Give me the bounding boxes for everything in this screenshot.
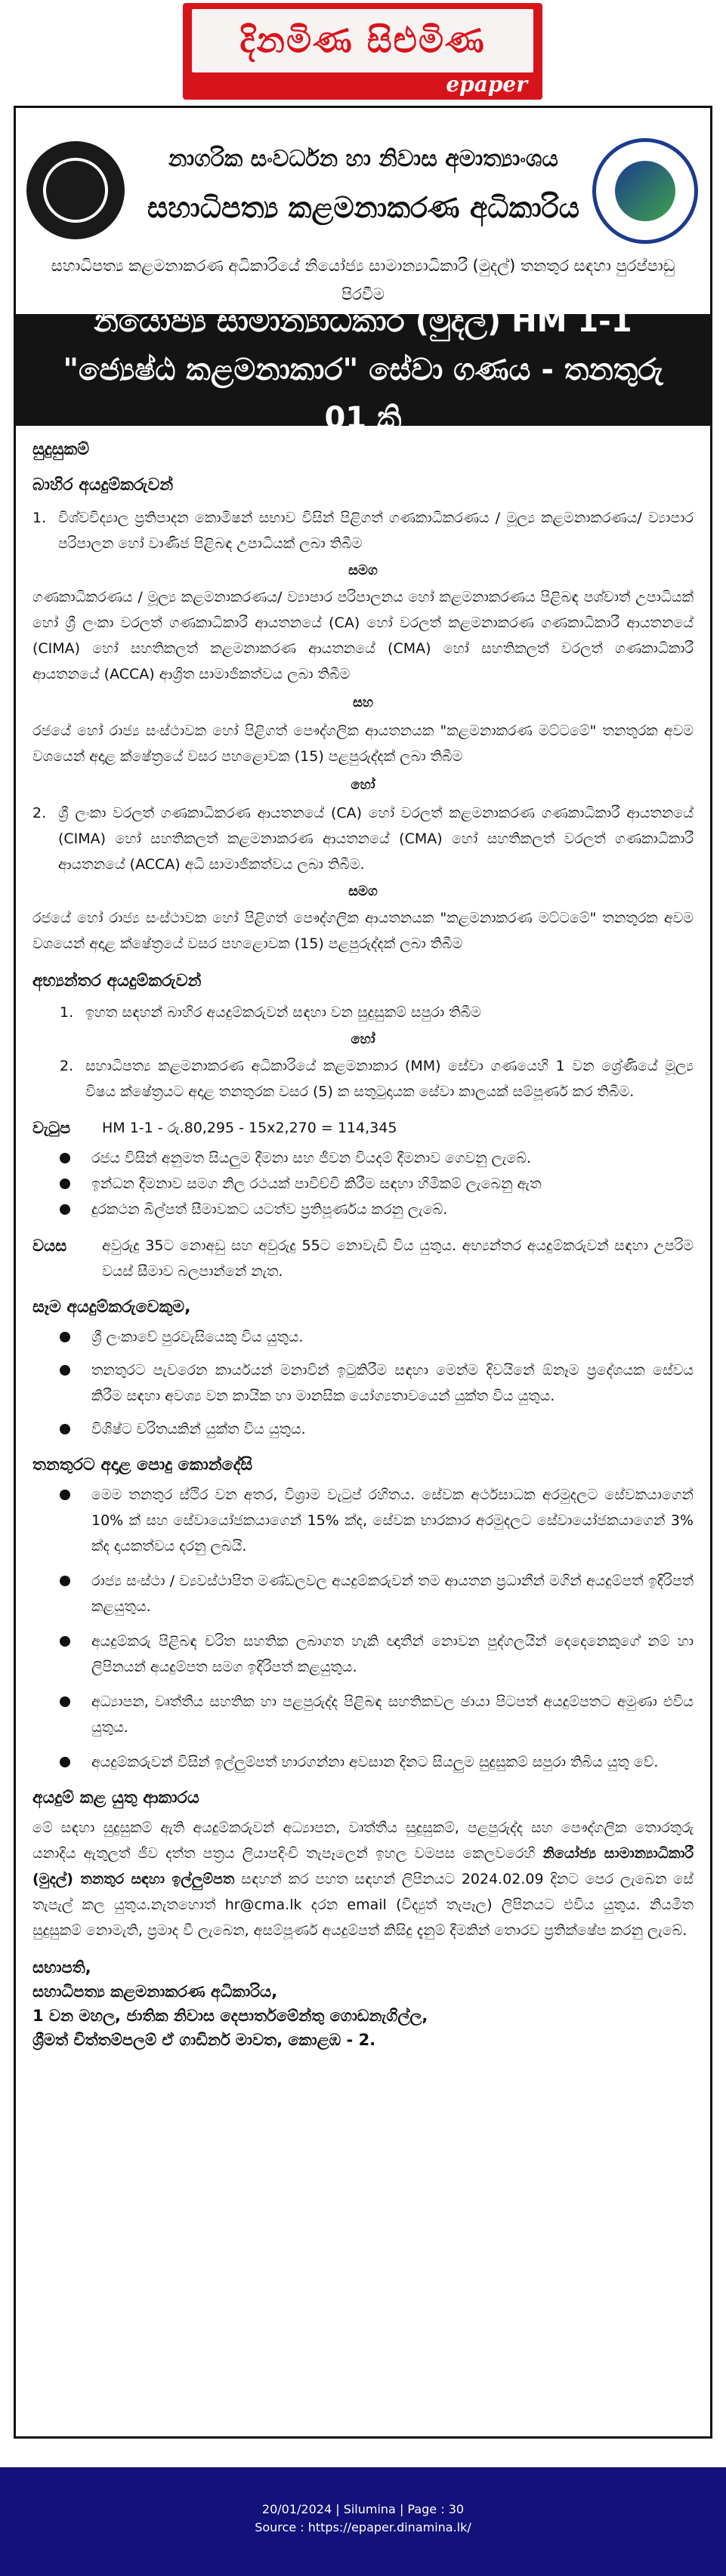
internal-item-2-text: සහාධිපත්‍ය කළමනාකරණ අධිකාරියේ කළමනාකාර (MM) සේවා ගණයෙහි 1 වන ශ්‍රේණියේ මූල්‍ය විෂය ක්ෂේත්‍රයට අදාළ තනතුරක වසර (5) ක සතුටුදායක සේවා කාලයක් සම්පූර්ණ කර තිබීම. [85,1058,694,1100]
condition-item: අධ්‍යාපන, වෘත්තීය සහතික හා පළපුරුද්ද පිළිබඳ සහතිකවල ඡායා පිටපත් අයදුම්පතට අමුණා එවිය යුතුය. [32,1689,694,1740]
salary-points [32,1145,694,1222]
address-line: සහාධිපත්‍ය කළමනාකරණ අධිකාරිය, [32,1983,278,2001]
external-item-1-b: ගණකාධිකරණය / මූල්‍ය කළමනාකරණය/ ව්‍යාපාර පරිපාලනය හෝ කළමනාකරණය පිළිබඳ පශ්චාත් උපාධියක් හෝ ශ්‍රී ලංකා වරලත් ගණකාධිකාරී ආයතනයේ (CA) හෝ වරලත් කළමනාකරණ ගණකාධිකාරී ආයතනයේ (CIMA) හෝ සහතිකලත් කළමනාකරණ ආයතනයේ (CMA) හෝ සහතිකලත් වරලත් ගණකාධිකාරී ආයතනයේ (ACCA) ආශ්‍රිත සාමාජිකත්වය ලබා තිබීම [32,589,694,683]
condition-item: රාජ්‍ය සංස්ථා / ව්‍යවස්ථාපිත මණ්ඩලවල අයදුම්කරුවන් තම ආයතන ප්‍රධානීන් මගින් අයදුම්පත් ඉදිරිපත් කළයුතුය. [32,1568,694,1619]
age-row [32,1233,694,1284]
address-line: 1 වන මහල, ජාතික නිවාස දෙපාර්තමේන්තු ගොඩනැගිල්ල, [32,2007,428,2025]
apply-text: මේ සඳහා සුදුසුකම් ඇති අයදුම්කරුවන් අධ්‍යාපන, වෘත්තීය සුදුසුකම්, පළපුරුද්ද සහ පෞද්ගලික තොරතුරු යනාදිය ඇතුලත් ජීව දත්ත පත්‍රය ලියාපදිංචි තැපෑලෙන් ඉහල වමපස කෙලවරෙහි නියෝජ්‍ය සාමාන්‍යාධිකාරී (මුදල්) තනතුර සඳහා ඉල්ලුම්පත සඳහන් කර පහත සඳහන් ලිපිනයට 2024.02.09 දිනට පෙර ලැබෙන සේ තැපැල් කල යුතුය.නැතහොත් hr@cma.lk දරන email (විද්‍යුත් තැපෑල) ලිපිනයට එවිය යුතුය. නියමිත සුදුසුකම් නොමැති, ප්‍රමාද වී ලැබෙන, අසම්පූර්ණ අයදුම්පත් කිසිදු දැනුම් දීමකින් තොරව ප්‍රතික්ෂේප කරනු ලැබේ. [32,1820,694,1939]
connector-samaga-2: සමග [348,883,378,899]
bullet-icon [60,1365,70,1376]
external-item-1: 1. විශ්වවිද්‍යාල ප්‍රතිපාදන කොමිෂන් සභාව විසින් පිළිගත් ගණකාධිකරණය / මූල්‍ය කළමනාකරණය/ ව්‍යාපාර පරිපාලන හෝ වාණිජ පිළිබඳ උපාධියක් ලබා තිබීම [32,505,694,556]
applicant-point: තනතුරට පැවරෙන කාර්යයන් මනාවින් ඉටුකිරීම සඳහා මෙන්ම දිවයිනේ ඕනෑම ප්‍රදේශයක සේවය කිරීම සඳහා අවශ්‍ය වන කායික හා මානසික යෝග්‍යතාවයෙන් යුක්ත විය යුතුය. [32,1357,694,1409]
external-item-2: 2. ශ්‍රී ලංකා වරලත් ගණකාධිකරණ ආයතනයේ (CA) හෝ වරලත් කළමනාකරණ ගණකාධිකාරී ආයතනයේ (CIMA) හෝ සහතිකලත් කළමනාකරණ ආයතනයේ (CMA) හෝ සහතිකලත් වරලත් ගණකාධිකාරී ආයතනයේ (ACCA) අධි සාමාජිකත්වය ලබා තිබීම. [32,800,694,877]
address-block [32,1955,694,2052]
cma-logo-icon [592,138,698,244]
qualifications-heading: සුදුසුකම් [32,440,90,459]
salary-row [32,1115,694,1141]
authority-name: සහාධිපත්‍ය කළමනාකරණ අධිකාරිය [147,191,580,224]
salary-point: දුරකථන බිල්පත් සීමාවකට යටත්ව ප්‍රතිපූර්ණය කරනු ලැබේ. [32,1197,694,1222]
bullet-icon [60,1576,70,1586]
salary-label: වැටුප [32,1119,71,1137]
footer-source-link[interactable]: Source : https://epaper.dinamina.lk/ [255,2520,471,2534]
connector-ho: හෝ [351,777,375,793]
conditions-list [32,1482,694,1775]
bullet-icon [60,1490,70,1500]
external-item-2-b: රජයේ හෝ රාජ්‍ය සංස්ථාවක හෝ පිළිගත් පෞද්ගලික ආයතනයක "කළමනාකරණ මට්ටමේ" තනතුරක අවම වශයෙන් අදාළ ක්ෂේත්‍රයේ වසර පහළොවක (15) පළපුරුද්දක් ලබා තිබීම [32,910,694,952]
external-heading: බාහිර අයදුම්කරුවන් [32,476,174,495]
bullet-icon [60,1696,70,1707]
bullet-icon [60,1153,70,1163]
all-applicants-points [32,1324,694,1442]
ad-body [16,440,710,2052]
salary-value: HM 1-1 - රු.80,295 - 15x2,270 = 114,345 [102,1120,397,1136]
ad-subtitle: සහාධිපත්‍ය කළමනාකරණ අධිකාරියේ නියෝජ්‍ය සාමාන්‍යාධිකාරී (මුදල්) තනතුර සඳහා පුරප්පාඩු පිරවීම [51,257,675,304]
internal-heading: අභ්‍යන්තර අයදුම්කරුවන් [32,972,202,991]
bullet-icon [60,1332,70,1342]
age-label: වයස [32,1237,67,1255]
internal-item-1-text: ඉහත සඳහන් බාහිර අයදුම්කරුවන් සඳහා වන සුදුසුකම් සපුරා තිබීම [85,1004,481,1021]
address-line: ශ්‍රීමත් චිත්තම්පලම් ඒ ගාඩිනර් මාවත, කොළඹ - 2. [32,2031,376,2049]
page-footer [0,2467,726,2576]
ad-header [16,108,710,304]
bullet-icon [60,1179,70,1189]
sri-lanka-emblem-icon [26,141,125,239]
apply-emphasis: නියෝජ්‍ය සාමාන්‍යාධිකාරී (මුදල්) තනතුර සඳහා ඉල්ලුම්පත [32,1845,694,1887]
bullet-icon [60,1424,70,1434]
conditions-heading: තනතුරට අදාළ පොදු කොන්දේසි [32,1456,253,1474]
bullet-icon [60,1204,70,1215]
vacancy-title: නියෝජ්‍ය සාමාන්‍යාධිකාරී (මුදල්) HM 1-1 "ජ්‍යෙෂ්ඨ කළමනාකාර" සේවා ගණය - තනතුරු 01 කි [16,314,710,426]
footer-date-page: 20/01/2024 | Silumina | Page : 30 [261,2502,465,2516]
applicant-point: විශිෂ්ට චරිතයකින් යුක්ත විය යුතුය. [32,1416,694,1442]
condition-item: අයදුම්කරුවන් විසින් ඉල්ලුම්පත් භාරගන්නා අවසාන දිනට සියලුම සුදුසුකම් සපුරා තිබිය යුතු වේ. [32,1749,694,1775]
logo-text: දිනමිණ සිළුමිණ [239,20,486,60]
masthead [0,0,726,106]
connector-saha: සහ [352,695,374,710]
ministry-name: නාගරික සංවර්ධන හා නිවාස අමාත්‍යාංශය [168,146,558,172]
external-item-1-text: විශ්වවිද්‍යාල ප්‍රතිපාදන කොමිෂන් සභාව විසින් පිළිගත් ගණකාධිකරණය / මූල්‍ය කළමනාකරණය/ ව්‍යාපාර පරිපාලන හෝ වාණිජ පිළිබඳ උපාධියක් ලබා තිබීම [58,510,694,552]
age-text: අවුරුදු 35ට නොඅඩු සහ අවුරුදු 55ට නොවැඩි විය යුතුය. අභ්‍යන්තර අයදුම්කරුවන් සඳහා උපරිම වයස් සීමාව බලපාන්නේ නැත. [102,1237,694,1280]
bullet-icon [60,1636,70,1647]
internal-item-2: 2. සහාධිපත්‍ය කළමනාකරණ අධිකාරියේ කළමනාකාර (MM) සේවා ගණයෙහි 1 වන ශ්‍රේණියේ මූල්‍ය විෂය ක්ෂේත්‍රයට අදාළ තනතුරක වසර (5) ක සතුටුදායක සේවා කාලයක් සම්පූර්ණ කර තිබීම. [32,1053,694,1105]
external-item-1-c: රජයේ හෝ රාජ්‍ය සංස්ථාවක හෝ පිළිගත් පෞද්ගලික ආයතනයක "කළමනාකරණ මට්ටමේ" තනතුරක අවම වශයෙන් අදාළ ක්ෂේත්‍රයේ වසර පහළොවක (15) පළපුරුද්දක් ලබා තිබීම [32,723,694,765]
condition-item: අයදුම්කරු පිළිබඳ චරිත සහතික ලබාගත හැකි ඥාතීන් නොවන පුද්ගලයින් දෙදෙනෙකුගේ නම් හා ලිපිනයන් අයදුම්පත සමග ඉදිරිපත් කළයුතුය. [32,1628,694,1680]
internal-item-1: 1. ඉහත සඳහන් බාහිර අයදුම්කරුවන් සඳහා වන සුදුසුකම් සපුරා තිබීම [32,1000,694,1025]
advertisement [14,106,712,2439]
apply-heading: අයදුම් කළ යුතු ආකාරය [32,1789,199,1807]
logo-subtitle: epaper [446,72,527,97]
connector-samaga: සමග [348,562,378,578]
salary-point: ඉන්ධන දීමනාව සමග නිල රථයක් පාවිච්චි කිරීම සඳහා හිමිකම් ලැබෙනු ඇත [32,1171,694,1197]
connector-ho-2: හෝ [351,1031,375,1047]
address-line: සභාපති, [32,1958,91,1977]
epaper-logo[interactable] [183,3,542,100]
salary-point: රජය විසින් අනුමත සියලුම දීමනා සහ ජීවන වියදම් දීමනාව ගෙවනු ලැබේ. [32,1145,694,1171]
all-applicants-heading: සෑම අයදුම්කරුවෙකුම, [32,1298,191,1317]
logo-inner [192,9,533,72]
bullet-icon [60,1757,70,1767]
condition-item: මෙම තනතුර ස්ථිර වන අතර, විශ්‍රාම වැටුප් රහිතය. සේවක අර්ථසාධක අරමුදලට සේවකයාගෙන් 10% ක් සහ සේවායෝජකයාගෙන් 15% ක්ද, සේවක භාරකාර අරමුදලට සේවායෝජකයාගෙන් 3% ක්ද දායකත්වය දරනු ලබයි. [32,1482,694,1559]
external-item-2-text: ශ්‍රී ලංකා වරලත් ගණකාධිකරණ ආයතනයේ (CA) හෝ වරලත් කළමනාකරණ ගණකාධිකාරී ආයතනයේ (CIMA) හෝ සහතිකලත් කළමනාකරණ ආයතනයේ (CMA) හෝ සහතිකලත් වරලත් ගණකාධිකාරී ආයතනයේ (ACCA) අධි සාමාජිකත්වය ලබා තිබීම. [58,805,694,873]
applicant-point: ශ්‍රී ලංකාවේ පුරවැසියෙකු විය යුතුය. [32,1324,694,1350]
